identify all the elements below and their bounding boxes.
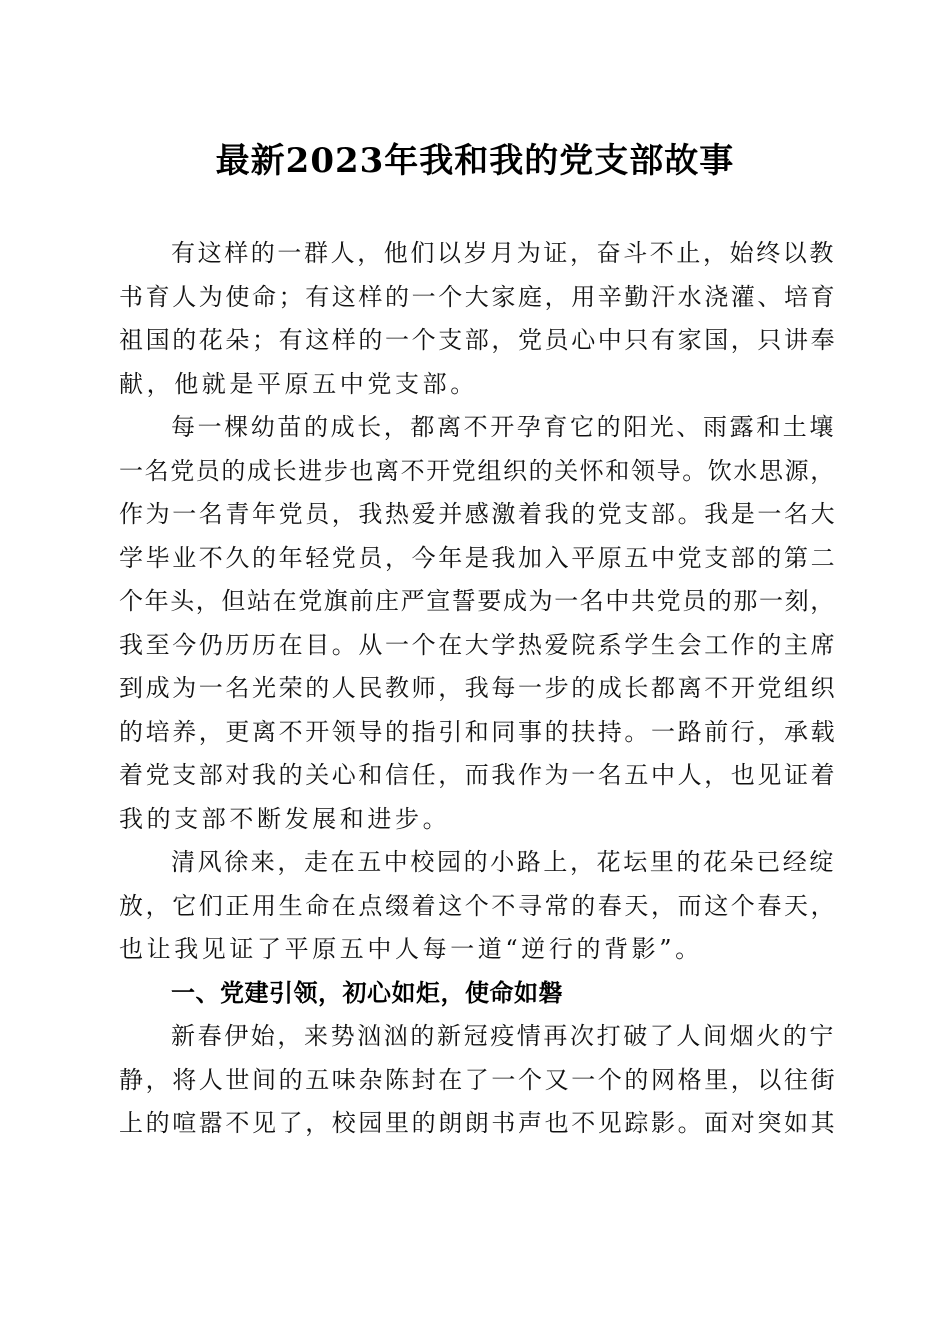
text-line: 学毕业不久的年轻党员，今年是我加入平原五中党支部的第二: [119, 543, 838, 572]
text-line: 上的喧嚣不见了，校园里的朗朗书声也不见踪影。面对突如其: [119, 1109, 838, 1137]
text-line: 有这样的一群人，他们以岁月为证，奋斗不止，始终以教: [171, 239, 836, 267]
text-line: 清风徐来，走在五中校园的小路上，花坛里的花朵已经绽: [171, 848, 836, 876]
text-line: 也让我见证了平原五中人每一道“逆行的背影”。: [119, 935, 703, 963]
text-line: 祖国的花朵；有这样的一个支部，党员心中只有家国，只讲奉: [119, 326, 838, 354]
text-line: 静，将人世间的五味杂陈封在了一个又一个的网格里，以往街: [119, 1065, 838, 1094]
text-line: 每一棵幼苗的成长，都离不开孕育它的阳光、雨露和土壤: [171, 413, 836, 441]
page-title: 最新2023年我和我的党支部故事: [215, 141, 735, 181]
text-line: 我的支部不断发展和进步。: [119, 804, 451, 833]
body-text: [119, 232, 838, 1146]
text-line: 新春伊始，来势汹汹的新冠疫情再次打破了人间烟火的宁: [171, 1022, 836, 1050]
text-line: 着党支部对我的关心和信任，而我作为一名五中人，也见证着: [119, 761, 838, 789]
text-line: 作为一名青年党员，我热爱并感激着我的党支部。我是一名大: [119, 500, 838, 528]
text-line: 一名党员的成长进步也离不开党组织的关怀和领导。饮水思源，: [119, 456, 836, 485]
text-line: 我至今仍历历在目。从一个在大学热爱院系学生会工作的主席: [119, 630, 838, 659]
text-line: 到成为一名光荣的人民教师，我每一步的成长都离不开党组织: [119, 674, 838, 702]
text-line: 个年头，但站在党旗前庄严宣誓要成为一名中共党员的那一刻，: [119, 587, 836, 615]
text-line: 放，它们正用生命在点缀着这个不寻常的春天，而这个春天，: [119, 891, 838, 920]
text-line: 献，他就是平原五中党支部。: [119, 369, 478, 398]
text-line: 书育人为使命；有这样的一个大家庭，用辛勤汗水浇灌、培育: [119, 282, 838, 311]
text-line: 的培养，更离不开领导的指引和同事的扶持。一路前行，承载: [119, 717, 838, 746]
section-heading: 一、党建引领，初心如炬，使命如磐: [171, 978, 563, 1007]
